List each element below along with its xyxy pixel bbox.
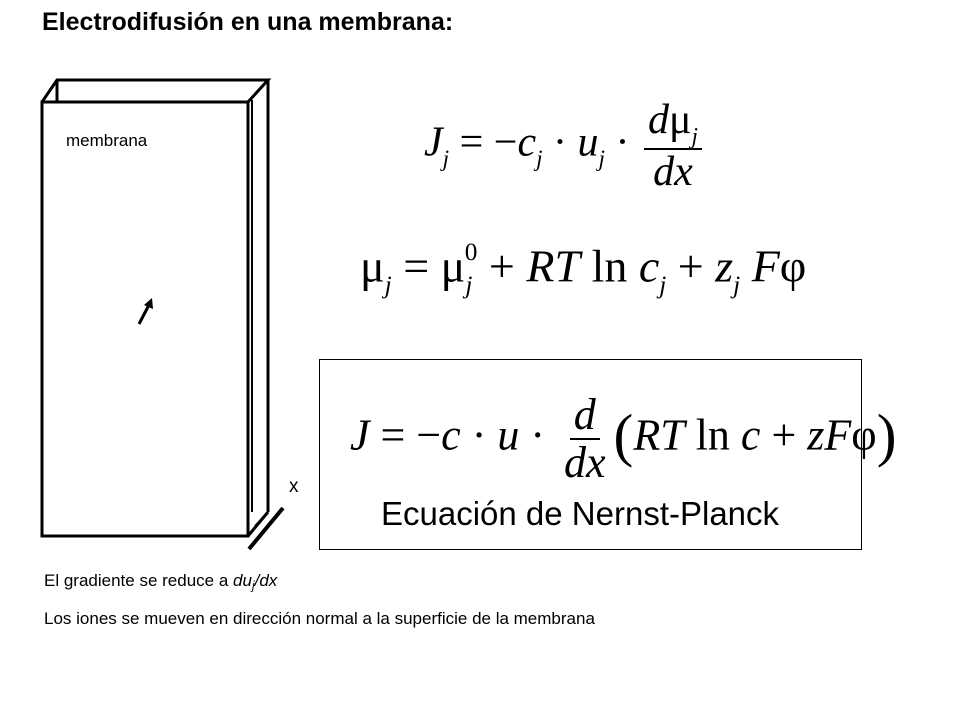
axis-x-label: x	[289, 476, 299, 497]
slide-title: Electrodifusión en una membrana:	[42, 8, 454, 36]
nernst-planck-caption: Ecuación de Nernst-Planck	[381, 495, 780, 532]
membrane-front-face	[42, 102, 248, 536]
gradient-note	[44, 571, 277, 593]
gradient-note-math-a: du	[233, 571, 252, 590]
gradient-note-text: El gradiente se reduce a	[44, 571, 234, 590]
gradient-note-math-sub: j	[251, 578, 255, 593]
membrane-top-edge	[42, 80, 268, 102]
chemical-potential-equation: $\mu_j = \mu_j^0$ + RT $\ln c_j + z_j$ Fφ	[360, 238, 807, 299]
gradient-note-math-b: /dx	[254, 571, 278, 590]
ion-direction-note: Los iones se mueven en dirección normal a la superficie de la membrana	[44, 609, 595, 628]
nernst-planck-equation: J = −c · u · $\frac{d}{dx}$ (RT ln c + zFφ)	[350, 390, 897, 488]
arrow-icon	[139, 298, 153, 324]
membrane-label: membrana	[66, 131, 148, 150]
x-axis-tick	[255, 512, 268, 526]
flux-equation: $J_j = -c_j \cdot u_j$ · $\frac{d\mu_j}{dx}$	[424, 98, 706, 194]
